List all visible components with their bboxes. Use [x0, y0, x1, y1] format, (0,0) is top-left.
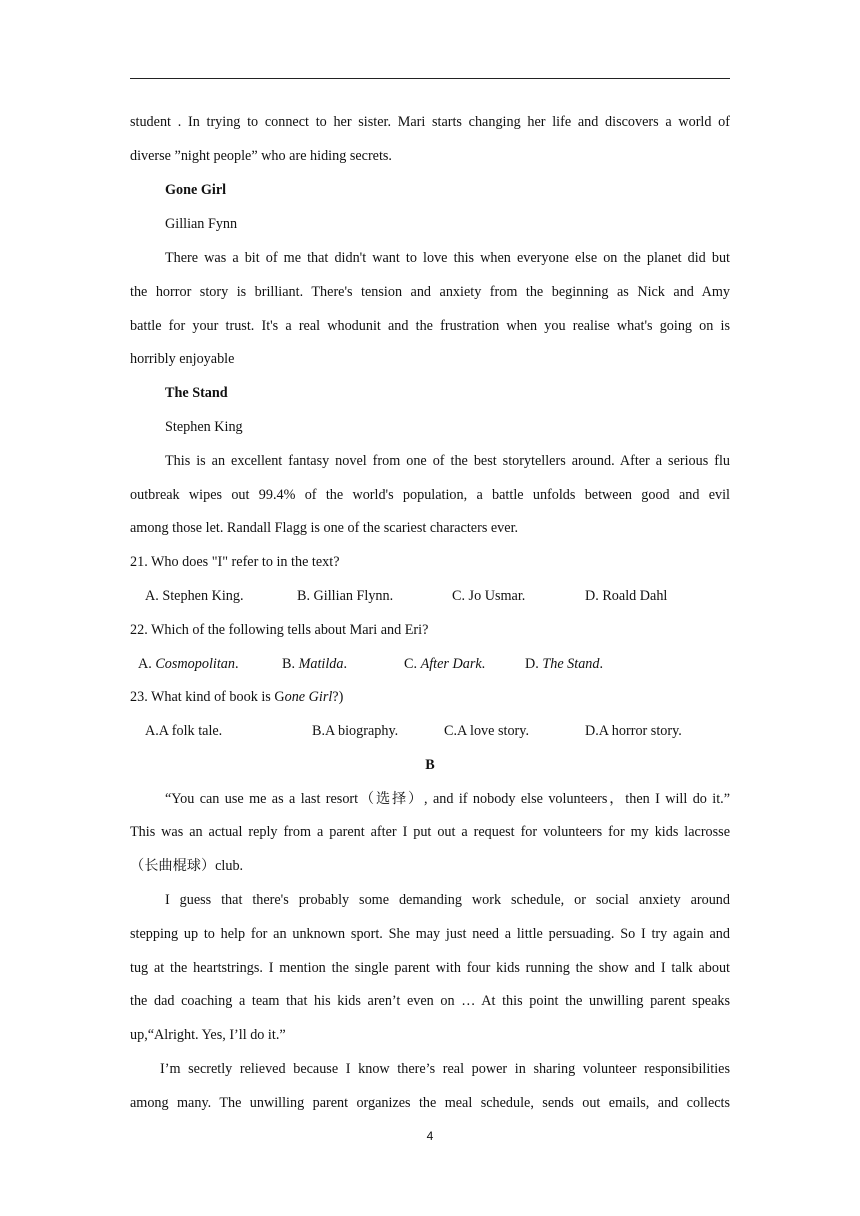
question-stem: 23. What kind of book is Gone Girl?): [130, 689, 344, 705]
option-a: A.A folk tale.: [145, 723, 223, 739]
option-b: B.A biography.: [312, 723, 399, 739]
review-line: outbreak wipes out 99.4% of the world's population, a battle unfolds between good and evil: [130, 487, 730, 503]
review-line: battle for your trust. It's a real whodunit and the frustration when you realise what's going on is: [130, 318, 730, 334]
passage-b-line: the dad coaching a team that his kids aren’t even on … At this point the unwilling parent speaks: [130, 993, 730, 1009]
book-title: The Stand: [165, 385, 228, 401]
option-c: C. Jo Usmar.: [452, 588, 526, 604]
question-stem: 22. Which of the following tells about Mari and Eri?: [130, 622, 429, 638]
option-d: D. The Stand.: [525, 656, 604, 672]
option-a: A. Stephen King.: [145, 588, 244, 604]
passage-b-line: tug at the heartstrings. I mention the single parent with four kids running the show and I talk about: [130, 960, 730, 976]
passage-b-line: up,“Alright. Yes, I’ll do it.”: [130, 1027, 286, 1043]
section-heading: B: [425, 757, 435, 773]
option-d: D.A horror story.: [585, 723, 682, 739]
passage-b-line: among many. The unwilling parent organizes the meal schedule, sends out emails, and collects: [130, 1095, 730, 1111]
passage-b-line: I guess that there's probably some demanding work schedule, or social anxiety around: [165, 892, 730, 908]
option-c: C. After Dark.: [404, 656, 486, 672]
question-stem: 21. Who does "I" refer to in the text?: [130, 554, 340, 570]
passage-a-line: diverse ”night people” who are hiding secrets.: [130, 148, 392, 164]
passage-b-line: This was an actual reply from a parent after I put out a request for volunteers for my kids lacrosse: [130, 824, 730, 840]
review-line: the horror story is brilliant. There's tension and anxiety from the beginning as Nick and Amy: [130, 284, 730, 300]
option-b: B. Matilda.: [282, 656, 348, 672]
review-line: There was a bit of me that didn't want to love this when everyone else on the planet did but: [165, 250, 730, 266]
option-b: B. Gillian Flynn.: [297, 588, 394, 604]
book-title: Gone Girl: [165, 182, 227, 198]
option-d: D. Roald Dahl: [585, 588, 668, 604]
passage-b-line: “You can use me as a last resort（选择）, and if nobody else volunteers，then I will do it.”: [165, 791, 730, 807]
review-line: This is an excellent fantasy novel from one of the best storytellers around. After a serious flu: [165, 453, 730, 469]
option-c: C.A love story.: [444, 723, 529, 739]
review-line: horribly enjoyable: [130, 351, 235, 367]
book-author: Stephen King: [165, 419, 243, 435]
page-number: 4: [426, 1129, 434, 1143]
header-rule: [130, 78, 730, 79]
book-author: Gillian Fynn: [165, 216, 238, 232]
passage-b-line: （长曲棍球）club.: [130, 858, 244, 874]
passage-b-line: I’m secretly relieved because I know there’s real power in sharing volunteer responsibilities: [160, 1061, 730, 1077]
passage-b-line: stepping up to help for an unknown sport. She may just need a little persuading. So I try again and: [130, 926, 730, 942]
review-line: among those let. Randall Flagg is one of the scariest characters ever.: [130, 520, 519, 536]
option-a: A. Cosmopolitan.: [138, 656, 239, 672]
passage-a-line: student . In trying to connect to her sister. Mari starts changing her life and discovers a world of: [130, 114, 730, 130]
